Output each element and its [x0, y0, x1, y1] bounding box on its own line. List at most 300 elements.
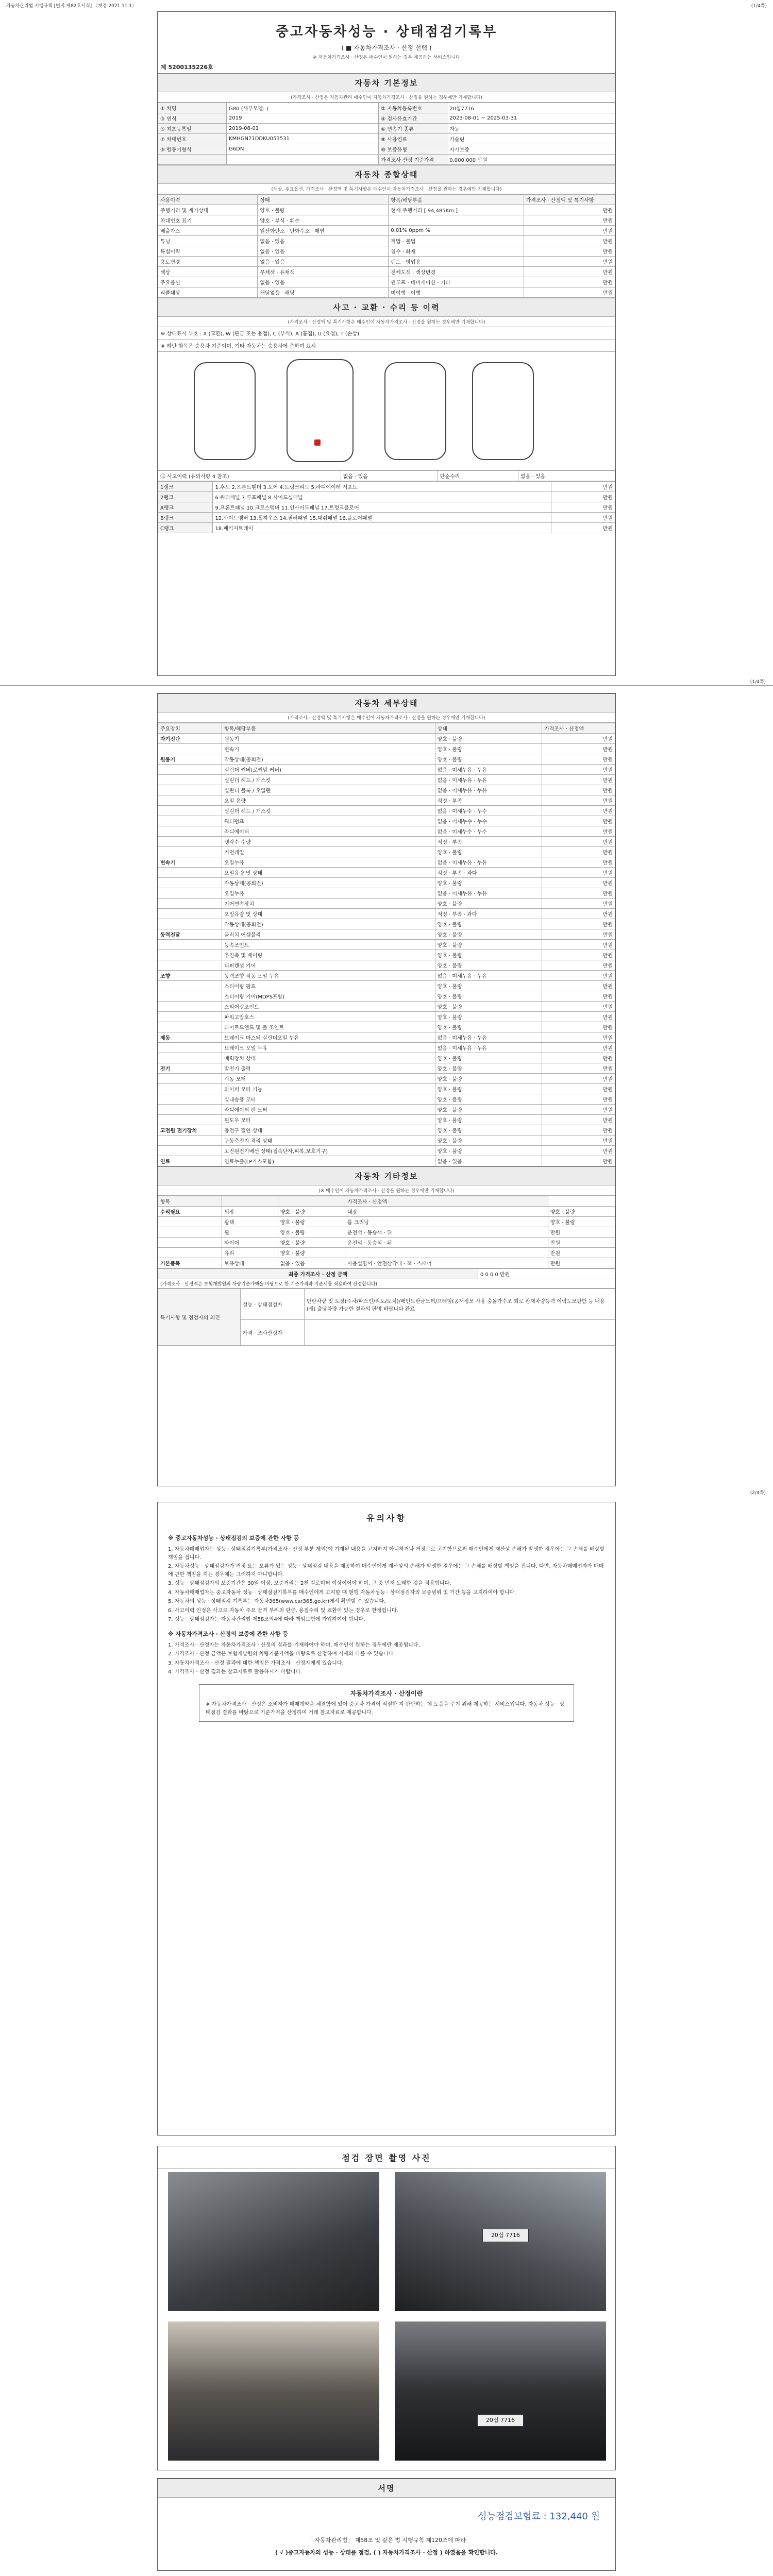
basic-value: 자동 [447, 124, 615, 134]
detail-row [158, 775, 615, 785]
detail-header: 항목/해당부품 [222, 723, 435, 734]
detail-cell: 없음 · 미세누유 · 누유 [435, 765, 542, 775]
detail-cell: 제동 [158, 1032, 222, 1043]
other-cell: 양호 · 불량 [548, 1207, 615, 1217]
other-cell: 만원 [548, 1258, 615, 1268]
detail-header: 주요장치 [158, 723, 222, 734]
summary-row [158, 277, 615, 287]
detail-cell: 만원 [542, 795, 615, 806]
parts-rank: C랭크 [158, 523, 213, 533]
other-cell: 수리필요 [158, 1207, 222, 1217]
detail-cell: 냉각수 수량 [222, 837, 435, 847]
accident-history-table [158, 470, 615, 481]
notice-list-2 [158, 1641, 615, 1677]
detail-row [158, 847, 615, 857]
basic-info-table [158, 103, 615, 165]
detail-cell [158, 795, 222, 806]
basic-label: ⑤ 최초등록일 [158, 124, 227, 134]
appraisal-box-title: 자동차가격조사 · 산정이란 [350, 1689, 423, 1697]
parts-rank: 1랭크 [158, 482, 213, 492]
basic-label: ⑧ 사용연료 [379, 134, 447, 144]
notice-item: 3. 성능 · 상태점검자의 보증기간은 30일 이상, 보증거리는 2천 킬로미터 이상이어야 하며, 그 중 먼저 도래한 것을 적용합니다. [168, 1581, 451, 1586]
detail-cell: 작동상태(공회전) [222, 754, 435, 765]
other-note: (※ 매수인이 자동차가격조사 · 산정을 원하는 경우에만 기재합니다) [158, 1185, 615, 1196]
detail-row [158, 868, 615, 878]
summary-cell: 현재 주행거리 [ 94,485Km ] [389, 205, 524, 215]
detail-row [158, 816, 615, 826]
detail-cell [158, 1084, 222, 1094]
sheet-page-2 [157, 693, 616, 1486]
summary-header: 상태 [258, 195, 389, 205]
parts-row [158, 502, 615, 513]
detail-row [158, 991, 615, 1002]
notice-list-1 [158, 1545, 615, 1624]
parts-price: 만원 [551, 482, 615, 492]
detail-cell: 고전원 전기장치 [158, 1125, 222, 1136]
summary-cell: 만원 [524, 205, 615, 215]
summary-header: 가격조사 · 산정액 및 특기사항 [524, 195, 615, 205]
detail-row [158, 826, 615, 837]
sign-section [157, 2478, 616, 2571]
detail-cell: 없음 · 미세누유 · 누유 [435, 785, 542, 795]
detail-cell: 양호 · 불량 [435, 1115, 542, 1125]
detail-cell [158, 1136, 222, 1146]
other-header: 항목 [158, 1196, 222, 1207]
simple-repair-value: 없음 · 있음 [518, 471, 615, 481]
final-amount-table [158, 1268, 615, 1289]
detail-cell: 라디에이터 팬 모터 [222, 1105, 435, 1115]
summary-row [158, 226, 615, 236]
basic-row [158, 113, 615, 124]
detail-row [158, 806, 615, 816]
parts-list: 9.프론트패널 10.크로스멤버 11.인사이드패널 17.트렁크플로어 [213, 502, 551, 513]
doc-number: 제 5200135226호 [161, 64, 213, 71]
detail-cell [158, 950, 222, 960]
parts-list: 6.쿼터패널 7.루프패널 8.사이드실패널 [213, 492, 551, 502]
detail-row [158, 1094, 615, 1105]
detail-cell: 만원 [542, 868, 615, 878]
sign-title: 서명 [158, 2479, 615, 2498]
sign-line-1: 「 자동차관리법」 제58조 및 같은 법 시행규칙 제120조에 따라 [307, 2537, 466, 2544]
accident-note: (가격조사 · 산정액 및 특기사항은 매수인이 자동차가격조사 · 산정을 원하는 경우에만 기재합니다) [158, 317, 615, 327]
summary-row [158, 287, 615, 298]
detail-cell [158, 1115, 222, 1125]
accident-history-label: ⑫ 사고이력 (유의사항 4 참조) [158, 471, 341, 481]
basic-value: 20십7716 [447, 103, 615, 113]
other-cell: 운전석 · 동승석 · 뒤 [345, 1238, 548, 1248]
notice-title: 유의사항 [366, 1513, 407, 1523]
summary-cell: 만원 [524, 287, 615, 298]
detail-cell: 오일유량 및 상태 [222, 868, 435, 878]
detail-cell: 만원 [542, 909, 615, 919]
detail-cell: 양호 · 불량 [435, 929, 542, 940]
detail-cell: 만원 [542, 929, 615, 940]
detail-cell [158, 919, 222, 929]
accident-history-value: 없음 · 있음 [341, 471, 438, 481]
summary-cell: 침수 · 화재 [389, 246, 524, 257]
parts-list: 1.후드 2.프론트휀더 3.도어 4.트렁크리드 5.라디에이터 서포트 [213, 482, 551, 492]
summary-note: (색상, 주요옵션, 가격조사 · 산정액 및 특기사항은 매수인이 자동차가격조사 · 산정을 원하는 경우에만 기재합니다) [158, 184, 615, 194]
summary-cell: 없음 · 있음 [258, 277, 389, 287]
other-cell: 타이어 [222, 1238, 278, 1248]
page-marker-1: (1/4쪽) [750, 680, 766, 685]
detail-cell: 만원 [542, 1012, 615, 1022]
summary-cell: 없음 · 있음 [258, 257, 389, 267]
detail-cell: 양호 · 불량 [435, 981, 542, 991]
special-inspector-label: 성능 · 상태점검자 [240, 1289, 304, 1320]
detail-cell: 라디에이터 [222, 826, 435, 837]
detail-row [158, 1125, 615, 1136]
detail-cell: 변속기 [222, 744, 435, 754]
detail-cell [158, 1002, 222, 1012]
summary-cell: 없음 · 있음 [258, 236, 389, 246]
detail-cell: 없음 · 미세누수 · 누수 [435, 826, 542, 837]
plate-photo-2: 20십 7716 [477, 2414, 524, 2427]
other-cell: 양호 · 불량 [278, 1248, 345, 1258]
basic-value: 2019 [227, 113, 379, 124]
basic-label: ④ 검사유효기간 [379, 113, 447, 124]
detail-cell: 없음 · 미세누유 · 누유 [435, 971, 542, 981]
other-row [158, 1258, 615, 1268]
other-cell: 만원 [548, 1227, 615, 1238]
parts-list: 18.패키지트레이 [213, 523, 551, 533]
special-appraiser-label: 가격 · 조사산정자 [240, 1320, 304, 1346]
basic-row [158, 103, 615, 113]
other-cell: 운전석 · 동승석 · 뒤 [345, 1227, 548, 1238]
detail-cell [158, 981, 222, 991]
summary-cell: 만원 [524, 236, 615, 246]
summary-cell: 만원 [524, 257, 615, 267]
parts-row [158, 513, 615, 523]
detail-cell: 조향 [158, 971, 222, 981]
detail-row [158, 1156, 615, 1166]
detail-cell: 만원 [542, 765, 615, 775]
detail-bar: 자동차 세부상태 [158, 693, 615, 713]
basic-label: 가격조사 산정 기준가격 [379, 155, 447, 165]
basic-value: 0,000,000 만원 [447, 155, 615, 165]
other-cell: 양호 · 불량 [278, 1217, 345, 1227]
detail-row [158, 940, 615, 950]
detail-row [158, 754, 615, 765]
detail-row [158, 960, 615, 971]
detail-cell: 만원 [542, 1002, 615, 1012]
detail-cell: 구동축전지 격리 상태 [222, 1136, 435, 1146]
other-cell: 양호 · 불량 [278, 1207, 345, 1217]
detail-cell: 양호 · 불량 [435, 878, 542, 888]
summary-header: 사용이력 [158, 195, 258, 205]
notice-item: 6. 사고이력 인정은 사고로 자동차 주요 골격 부위의 판금, 용접수리 및 교환이 있는 경우로 한정합니다. [168, 1607, 398, 1614]
detail-cell: 실린더 커버(로커암 커버) [222, 765, 435, 775]
detail-cell: 실내송풍 모터 [222, 1094, 435, 1105]
detail-cell: 없음 · 미세누수 · 누수 [435, 816, 542, 826]
detail-cell: 양호 · 불량 [435, 919, 542, 929]
detail-cell: 양호 · 불량 [435, 950, 542, 960]
detail-cell: 기어변속장치 [222, 899, 435, 909]
detail-cell: 양호 · 불량 [435, 899, 542, 909]
basic-info-bar: 자동차 기본정보 [158, 73, 615, 92]
summary-cell: 썬루프 · 네비게이션 · 기타 [389, 277, 524, 287]
summary-row [158, 257, 615, 267]
detail-cell: 만원 [542, 950, 615, 960]
detail-cell: 만원 [542, 847, 615, 857]
detail-cell: 양호 · 불량 [435, 1053, 542, 1063]
special-appraiser-value [304, 1320, 615, 1346]
detail-header: 가격조사 · 산정액 [542, 723, 615, 734]
detail-row [158, 1022, 615, 1032]
detail-cell: 양호 · 불량 [435, 1136, 542, 1146]
basic-row [158, 144, 615, 155]
other-cell: 광택 [222, 1217, 278, 1227]
basic-value: G6DN [227, 144, 379, 155]
notice-heading-2: ※ 자동차가격조사 · 산정의 보증에 관한 사항 등 [168, 1630, 288, 1637]
car-outline-frame [384, 362, 446, 460]
detail-row [158, 1115, 615, 1125]
detail-cell: 양호 · 불량 [435, 940, 542, 950]
basic-value: KMHGN71DDKU053531 [227, 134, 379, 144]
other-cell [158, 1217, 222, 1227]
plate-photo-1: 20십 7716 [482, 2229, 529, 2242]
parts-row [158, 492, 615, 502]
summary-cell: 리콜대상 [158, 287, 258, 298]
detail-row [158, 888, 615, 899]
doc-subtitle: ( ■ 자동차가격조사 · 산정 선택 ) [341, 44, 432, 52]
detail-cell: 만원 [542, 837, 615, 847]
detail-cell [158, 899, 222, 909]
appraisal-box-text: ※ 자동차가격조사 · 산정은 소비자가 매매계약을 체결함에 있어 중고차 가격이 적절한 지 판단하는 데 도움을 주기 위해 제공하는 서비스입니다. 자동차 성능 · 상태점검 결과를 바탕으로 기준가격을 산정하여 거래 참고자료로 제공합니다. [206, 1701, 565, 1716]
detail-cell: 만원 [542, 1022, 615, 1032]
summary-cell: 특별이력 [158, 246, 258, 257]
summary-cell: 만원 [524, 246, 615, 257]
other-cell: 만원 [548, 1248, 615, 1258]
detail-row [158, 744, 615, 754]
summary-cell: 미이행 · 이행 [389, 287, 524, 298]
detail-cell: 변속기 [158, 857, 222, 868]
detail-cell: 배력장치 상태 [222, 1053, 435, 1063]
other-cell: 양호 · 불량 [548, 1217, 615, 1227]
other-cell [158, 1248, 222, 1258]
summary-cell: 만원 [524, 215, 615, 226]
other-cell: 유리 [222, 1248, 278, 1258]
doc-note: ※ 자동차가격조사 · 산정은 매수인이 원하는 경우 제공하는 서비스입니다 [313, 55, 460, 60]
detail-cell: 없음 · 미세누수 · 누수 [435, 806, 542, 816]
detail-row [158, 785, 615, 795]
detail-cell [158, 1043, 222, 1053]
car-outline-right [472, 362, 534, 460]
detail-row [158, 909, 615, 919]
detail-cell: 만원 [542, 940, 615, 950]
final-amount-value: 0 0 0 0 만원 [478, 1269, 615, 1279]
detail-cell: 만원 [542, 1053, 615, 1063]
detail-cell: 연료누출(LP가스포함) [222, 1156, 435, 1166]
basic-label [158, 155, 227, 165]
detail-cell: 스티어링 펌프 [222, 981, 435, 991]
notice-page [157, 1502, 616, 2136]
detail-cell: 오일유량 및 상태 [222, 909, 435, 919]
detail-row [158, 765, 615, 775]
photo-rear-left [168, 2172, 379, 2311]
detail-cell: 등속조인트 [222, 940, 435, 950]
detail-cell [158, 1074, 222, 1084]
detail-cell: 만원 [542, 1156, 615, 1166]
form-header-line [6, 2, 767, 9]
basic-label: ③ 연식 [158, 113, 227, 124]
basic-value: 2019-08-01 [227, 124, 379, 134]
notice-item: 5. 자동차의 성능 · 상태점검 기록부는 자동차365(www.car365.go.kr)에서 확인할 수 있습니다. [168, 1599, 386, 1604]
detail-cell: 양호 · 불량 [435, 991, 542, 1002]
detail-cell: 동력조향 작동 오일 누유 [222, 971, 435, 981]
notice-item: 2. 가격조사 · 산정 금액은 보험개발원의 차량기준가액을 바탕으로 산정하며 시세와 다를 수 있습니다. [168, 1651, 395, 1657]
parts-table [158, 481, 615, 533]
other-cell: 기본품목 [158, 1258, 222, 1268]
summary-cell: 전체도색 · 색상변경 [389, 267, 524, 277]
parts-list: 12.사이드멤버 13.휠하우스 14.필러패널 15.대쉬패널 16.플로어패널 [213, 513, 551, 523]
summary-cell [389, 215, 524, 226]
other-cell: 외장 [222, 1207, 278, 1217]
other-cell: 내장 [345, 1207, 548, 1217]
other-row [158, 1248, 615, 1258]
detail-row [158, 734, 615, 744]
other-row [158, 1217, 615, 1227]
detail-cell: 만원 [542, 981, 615, 991]
summary-row [158, 215, 615, 226]
basic-label: ⑨ 원동기형식 [158, 144, 227, 155]
detail-cell [158, 837, 222, 847]
summary-cell: 양호 · 부식 · 훼손 [258, 215, 389, 226]
summary-cell: 무채색 · 유채색 [258, 267, 389, 277]
damage-marker [314, 439, 321, 446]
detail-cell [158, 826, 222, 837]
parts-rank: B랭크 [158, 513, 213, 523]
detail-cell: 만원 [542, 1146, 615, 1156]
detail-row [158, 971, 615, 981]
detail-cell [158, 816, 222, 826]
detail-cell: 만원 [542, 785, 615, 795]
basic-label: ⑥ 변속기 종류 [379, 124, 447, 134]
other-cell [158, 1238, 222, 1248]
detail-cell: 디퍼렌셜 기어 [222, 960, 435, 971]
summary-cell: 색상 [158, 267, 258, 277]
notice-item: 4. 가격조사 · 산정 결과는 참고자료로 활용하시기 바랍니다. [168, 1669, 303, 1675]
summary-bar: 자동차 종합상태 [158, 165, 615, 184]
summary-table [158, 194, 615, 298]
detail-row [158, 1063, 615, 1074]
detail-cell: 스티어링조인트 [222, 1002, 435, 1012]
car-outline-top [287, 359, 354, 462]
detail-cell: 양호 · 불량 [435, 1105, 542, 1115]
detail-cell: 브레이크 오일 누유 [222, 1043, 435, 1053]
detail-row [158, 837, 615, 847]
detail-cell [158, 878, 222, 888]
summary-cell: 일산화탄소 · 탄화수소 · 매연 [258, 226, 389, 236]
detail-cell: 없음 · 미세누유 · 누유 [435, 775, 542, 785]
basic-label: ② 자동차등록번호 [379, 103, 447, 113]
detail-cell [158, 1094, 222, 1105]
detail-cell [158, 785, 222, 795]
summary-row [158, 236, 615, 246]
detail-row [158, 795, 615, 806]
detail-table [158, 723, 615, 1166]
basic-value [227, 155, 379, 165]
detail-cell: 충전구 절연 상태 [222, 1125, 435, 1136]
detail-cell: 만원 [542, 899, 615, 909]
other-row [158, 1227, 615, 1238]
detail-cell: 양호 · 불량 [435, 1012, 542, 1022]
other-cell: 만원 [548, 1238, 615, 1248]
other-bar: 자동차 기타정보 [158, 1166, 615, 1185]
detail-cell: 커먼레일 [222, 847, 435, 857]
car-diagram [158, 352, 615, 470]
accident-legend: ※ 상태표시 부호 : X (교환), W (판금 또는 용접), C (부식), A (흠집), U (요철), T (손상) [158, 327, 615, 340]
detail-cell [158, 775, 222, 785]
accident-legend-2: ※ 하단 항목은 승용차 기준이며, 기타 자동차는 승용차에 준하여 표시 [158, 340, 615, 352]
basic-label: ① 차명 [158, 103, 227, 113]
other-row [158, 1207, 615, 1217]
detail-cell: 추진축 및 베어링 [222, 950, 435, 960]
detail-cell [158, 744, 222, 754]
summary-cell: 렌트 · 영업용 [389, 257, 524, 267]
detail-cell: 윈도우 모터 [222, 1115, 435, 1125]
summary-cell: 만원 [524, 226, 615, 236]
detail-cell [158, 909, 222, 919]
notice-item: 4. 자동차매매업자는 중고자동차 성능 · 상태점검기록부를 매수인에게 고지할 때 현행 자동차성능 · 상태점검자의 보증범위 및 기간 등을 고지하여야 합니다. [168, 1589, 516, 1596]
page-separator [0, 685, 773, 686]
detail-row [158, 857, 615, 868]
basic-row [158, 134, 615, 144]
detail-cell [158, 888, 222, 899]
detail-cell [158, 991, 222, 1002]
detail-row [158, 1053, 615, 1063]
detail-cell: 연료 [158, 1156, 222, 1166]
notice-item: 7. 성능 · 상태점검자는 자동차관리법 제58조의4에 따라 책임보험에 가입하여야 합니다. [168, 1617, 365, 1622]
detail-cell: 만원 [542, 878, 615, 888]
detail-cell: 적정 · 부족 [435, 837, 542, 847]
detail-cell: 양호 · 불량 [435, 1146, 542, 1156]
other-cell: 휠 [222, 1227, 278, 1238]
basic-label: ⑩ 보증유형 [379, 144, 447, 155]
other-cell: 없음 · 있음 [278, 1258, 345, 1268]
car-outline-left [194, 362, 256, 460]
other-cell: 보유상태 [222, 1258, 278, 1268]
detail-cell: 작동상태(공회전) [222, 878, 435, 888]
detail-row [158, 1105, 615, 1115]
detail-cell: 만원 [542, 1115, 615, 1125]
detail-cell: 실린더 블록 / 오일팬 [222, 785, 435, 795]
basic-row [158, 155, 615, 165]
detail-cell: 양호 · 불량 [435, 1074, 542, 1084]
summary-cell: 만원 [524, 267, 615, 277]
detail-cell: 양호 · 불량 [435, 847, 542, 857]
detail-cell: 파워고압호스 [222, 1012, 435, 1022]
basic-value: 가솔린 [447, 134, 615, 144]
detail-cell: 시동 모터 [222, 1074, 435, 1084]
detail-cell [158, 940, 222, 950]
detail-cell: 만원 [542, 971, 615, 981]
summary-cell: 0.01% 0ppm % [389, 226, 524, 236]
detail-cell: 만원 [542, 857, 615, 868]
parts-row [158, 523, 615, 533]
photo-rear-right [395, 2172, 606, 2311]
other-header [278, 1196, 345, 1207]
other-cell: 룸 크리닝 [345, 1217, 548, 1227]
basic-value: G80 (세부모델: ) [227, 103, 379, 113]
detail-cell: 동력전달 [158, 929, 222, 940]
photo-front-right [395, 2321, 606, 2461]
appraisal-box [199, 1684, 574, 1722]
detail-cell: 양호 · 불량 [435, 754, 542, 765]
detail-cell: 오일누유 [222, 857, 435, 868]
basic-value: 2023-08-01 ~ 2025-03-31 [447, 113, 615, 124]
detail-cell [158, 960, 222, 971]
